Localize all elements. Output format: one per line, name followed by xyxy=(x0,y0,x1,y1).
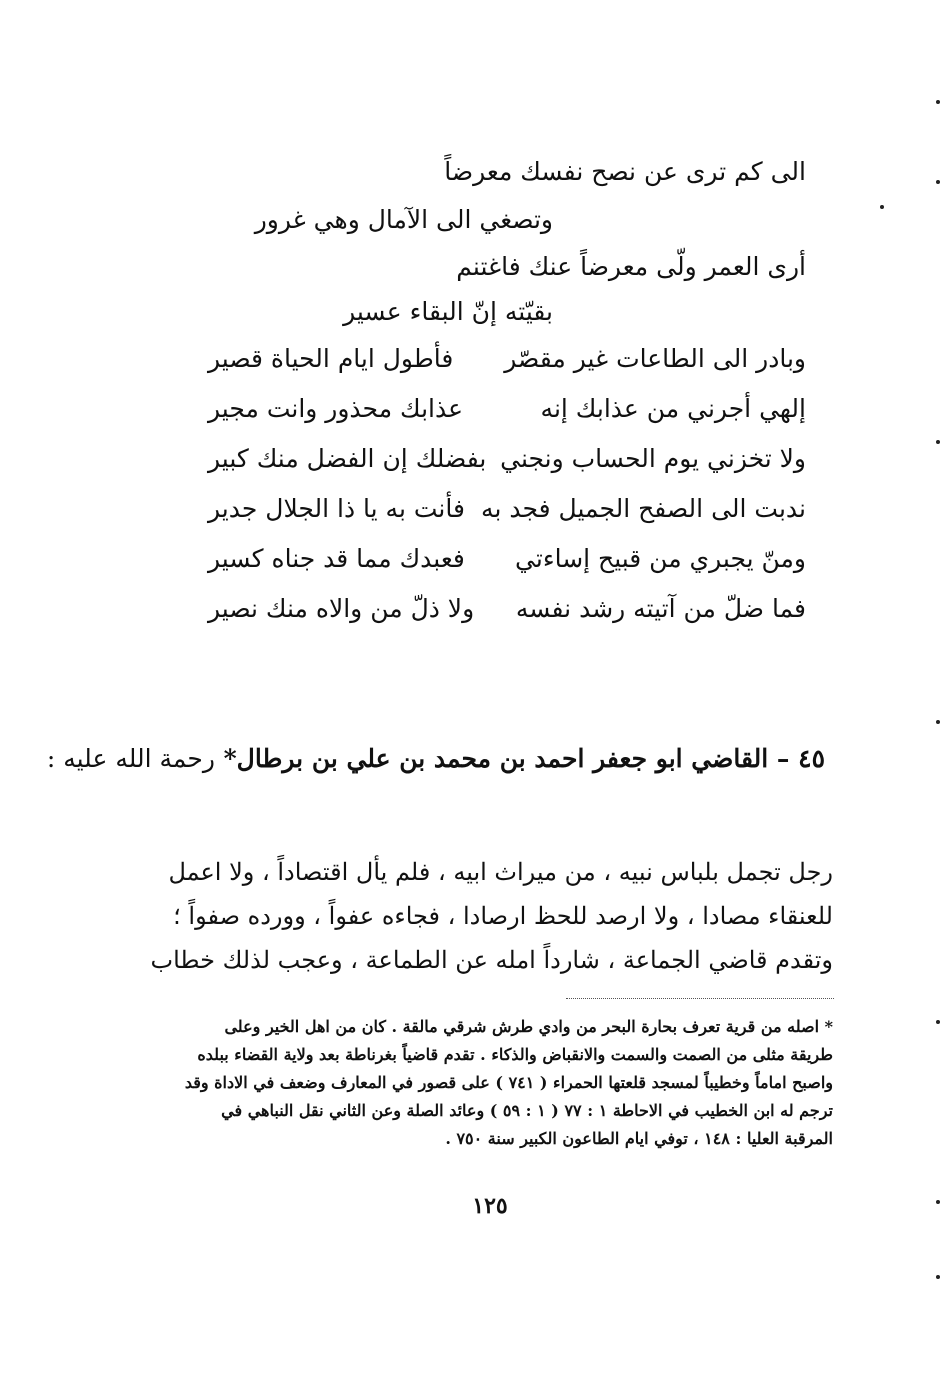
verse-second-hemistich: فأطول ايام الحياة قصير xyxy=(208,344,454,373)
footnote xyxy=(168,1013,833,1153)
footnote-line: المرقبة العليا : ١٤٨ ، توفي ايام الطاعون الكبير سنة ٧٥٠ . xyxy=(445,1129,833,1148)
footnote-separator xyxy=(566,998,834,999)
verse-first-hemistich: ومنّ يجبري من قبيح إساءتي xyxy=(515,544,806,573)
scan-edge-mark xyxy=(936,1275,940,1279)
verse-second-hemistich: فأنت به يا ذا الجلال جدير xyxy=(208,494,465,523)
verse-first-hemistich: ولا تخزني يوم الحساب ونجني xyxy=(500,444,806,473)
scan-edge-mark xyxy=(936,1200,940,1204)
verse-first-hemistich: ندبت الى الصفح الجميل فجد به xyxy=(481,494,806,523)
footnote-line: ترجم له ابن الخطيب في الاحاطة ١ : ٧٧ ( ١ : ٥٩ ) وعائد الصلة وعن الثاني نقل النباهي في xyxy=(221,1101,833,1120)
poem-verse2-second: بقيّته إنّ البقاء عسير xyxy=(343,297,553,326)
entry-number: ٤٥ – xyxy=(776,744,825,773)
footnote-line: * اصله من قرية تعرف بحارة البحر من وادي طرش شرقي مالقة . كان من اهل الخير وعلى xyxy=(224,1017,833,1036)
footnote-line: طريقة مثلى من الصمت والسمت والانقباض والذكاء . تقدم قاضياً بغرناطة بعد ولاية القضاء ببلده xyxy=(197,1045,833,1064)
verse-second-hemistich: عذابك محذور وانت مجير xyxy=(208,394,464,423)
verse-second-hemistich: ولا ذلّ من والاه منك نصير xyxy=(208,594,475,623)
poem-verse1-second: وتصغي الى الآمال وهي غرور xyxy=(254,205,553,234)
scan-edge-mark xyxy=(936,180,940,184)
scan-edge-mark xyxy=(880,205,884,209)
entry-name: القاضي ابو جعفر احمد بن محمد بن علي بن برطال* xyxy=(223,744,769,773)
footnote-line: واصبح اماماً وخطيباً لمسجد قلعتها الحمراء ( ٧٤١ ) على قصور في المعارف وضعف في الاداة وقد xyxy=(184,1073,833,1092)
entry-heading xyxy=(47,742,825,776)
verse-second-hemistich: بفضلك إن الفضل منك كبير xyxy=(208,444,487,473)
prose-paragraph xyxy=(150,850,833,982)
prose-line: رجل تجمل بلباس نبيه ، من ميراث ابيه ، فلم يأل اقتصاداً ، ولا اعمل xyxy=(168,858,833,886)
prose-line: للعنقاء مصادا ، ولا ارصد للحظ ارصادا ، فجاءه عفواً ، وورده صفواً ؛ xyxy=(173,902,833,930)
entry-heading-tail: رحمة الله عليه : xyxy=(46,744,215,773)
verse-first-hemistich: فما ضلّ من آتيته رشد نفسه xyxy=(515,594,806,623)
verse-second-hemistich: فعبدك مما قد جناه كسير xyxy=(208,544,465,573)
verse-first-hemistich: وبادر الى الطاعات غير مقصّر xyxy=(504,344,806,373)
page-number: ١٢٥ xyxy=(472,1193,508,1219)
scan-edge-mark xyxy=(936,1020,940,1024)
prose-line: وتقدم قاضي الجماعة ، شارداً امله عن الطماعة ، وعجب لذلك خطاب xyxy=(150,946,833,974)
scan-edge-mark xyxy=(936,440,940,444)
scan-edge-mark xyxy=(936,720,940,724)
poem-verse1-first: الى كم ترى عن نصح نفسك معرضاً xyxy=(444,157,806,186)
scan-edge-mark xyxy=(936,100,940,104)
poem-verse2-first: أرى العمر ولّى معرضاً عنك فاغتنم xyxy=(456,252,806,281)
verse-first-hemistich: إلهي أجرني من عذابك إنه xyxy=(540,394,806,423)
